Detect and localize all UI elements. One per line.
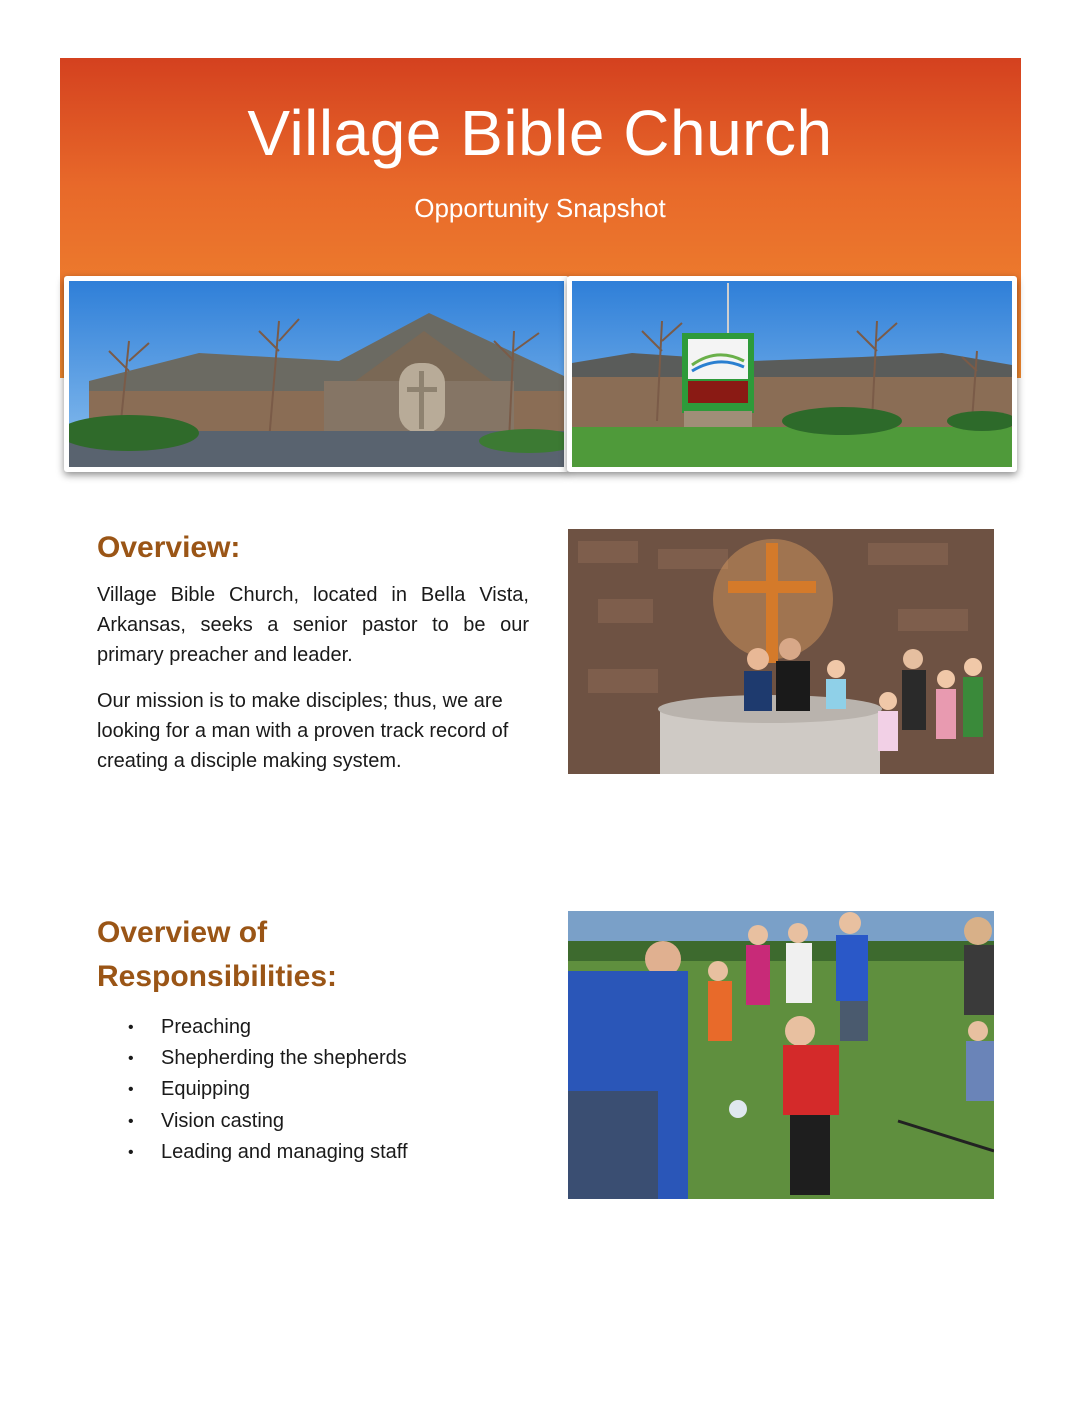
bullet-icon: •: [128, 1081, 134, 1099]
overview-heading: Overview:: [97, 531, 241, 564]
list-item: • Leading and managing staff: [128, 1137, 408, 1168]
church-building-photo-right: [567, 276, 1017, 472]
overview-paragraph-2: Our mission is to make disciples; thus, we are looking for a man with a proven track record of creating a disciple making system.: [97, 690, 509, 772]
responsibilities-list: [128, 1012, 408, 1168]
baptism-photo: [568, 529, 994, 774]
list-item: • Equipping: [128, 1074, 408, 1105]
page-title: Village Bible Church: [247, 97, 833, 169]
bullet-icon: •: [128, 1019, 134, 1036]
bullet-icon: •: [128, 1112, 134, 1130]
outdoor-activity-photo: [568, 911, 994, 1199]
overview-paragraph-1: Village Bible Church, located in Bella Vista, Arkansas, seeks a senior pastor to be our primary preacher and leader.: [97, 584, 529, 666]
bullet-icon: •: [128, 1050, 134, 1068]
list-item: • Shepherding the shepherds: [128, 1043, 408, 1074]
church-building-photo-left: [64, 276, 569, 472]
responsibilities-heading: Overview of Responsibilities:: [97, 916, 338, 993]
list-item: • Vision casting: [128, 1106, 408, 1137]
list-item: • Preaching: [128, 1012, 408, 1043]
bullet-icon: •: [128, 1143, 134, 1161]
page-subtitle: Opportunity Snapshot: [414, 193, 666, 223]
